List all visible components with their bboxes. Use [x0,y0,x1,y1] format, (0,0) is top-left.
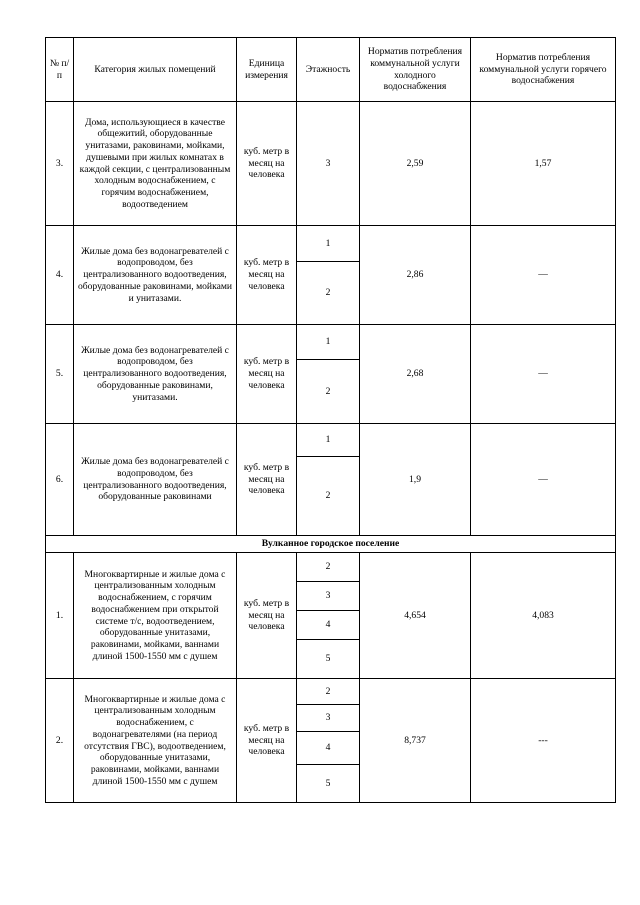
header-unit: Единица измерения [237,38,297,102]
row-num: 2. [46,679,74,803]
row-num: 6. [46,424,74,536]
row-floors: 2 [297,262,360,325]
row-num: 3. [46,102,74,226]
row-cold-norm: 1,9 [360,424,471,536]
row-hot-norm: 1,57 [471,102,616,226]
row-floors: 2 [297,679,360,705]
table-row [46,424,616,457]
row-category: Жилые дома без водонагревателей с водопроводом, без централизованного водоотведения, оборудованные раковинами, мойками и унитазами. [74,226,237,325]
row-category: Жилые дома без водонагревателей с водопроводом, без централизованного водоотведения, оборудованные раковинами [74,424,237,536]
row-unit: куб. метр в месяц на человека [237,102,297,226]
row-category: Многоквартирные и жилые дома с централизованным холодным водоснабжением, с горячим водоснабжением при открытой системе т/с, водоотведением, оборудованные унитазами, раковинами, мойками, ваннами длиной 1500-1550 мм с душем [74,553,237,679]
header-category: Категория жилых помещений [74,38,237,102]
table-row [46,102,616,226]
row-category: Многоквартирные и жилые дома с централизованным холодным водоснабжением, с водонагревателями (на период отсутствия ГВС), водоотведением, оборудованные унитазами, раковинами, мойками, ваннами длиной 1500-1550 мм с душем [74,679,237,803]
row-cold-norm: 4,654 [360,553,471,679]
section-title: Вулканное городское поселение [46,536,616,553]
row-cold-norm: 2,68 [360,325,471,424]
row-category: Жилые дома без водонагревателей с водопроводом, без централизованного водоотведения, оборудованные раковинами, унитазами. [74,325,237,424]
table-header-row [46,38,616,102]
row-hot-norm: — [471,226,616,325]
row-num: 4. [46,226,74,325]
row-floors: 4 [297,611,360,640]
row-floors: 2 [297,457,360,536]
row-cold-norm: 2,86 [360,226,471,325]
row-hot-norm: --- [471,679,616,803]
header-num: № п/п [46,38,74,102]
row-cold-norm: 2,59 [360,102,471,226]
row-floors: 2 [297,360,360,424]
row-unit: куб. метр в месяц на человека [237,325,297,424]
row-hot-norm: — [471,325,616,424]
table-row [46,226,616,262]
row-unit: куб. метр в месяц на человека [237,424,297,536]
row-unit: куб. метр в месяц на человека [237,679,297,803]
row-num: 5. [46,325,74,424]
row-floors: 3 [297,102,360,226]
row-floors: 1 [297,226,360,262]
table-row [46,679,616,705]
header-cold-norm: Норматив потребления коммунальной услуги холодного водоснабжения [360,38,471,102]
table-row [46,325,616,360]
row-cold-norm: 8,737 [360,679,471,803]
row-floors: 3 [297,582,360,611]
header-floors: Этажность [297,38,360,102]
row-floors: 5 [297,765,360,803]
header-hot-norm: Норматив потребления коммунальной услуги горячего водоснабжения [471,38,616,102]
row-floors: 1 [297,424,360,457]
row-floors: 5 [297,640,360,679]
row-floors: 2 [297,553,360,582]
row-floors: 4 [297,732,360,765]
row-num: 1. [46,553,74,679]
section-row [46,536,616,553]
row-hot-norm: 4,083 [471,553,616,679]
row-hot-norm: — [471,424,616,536]
row-unit: куб. метр в месяц на человека [237,553,297,679]
row-category: Дома, использующиеся в качестве общежитий, оборудованные унитазами, раковинами, мойками, душевыми при жилых комнатах в каждой секции, с централизованным холодным водоснабжением, с горячим водоснабжением, водоотведением [74,102,237,226]
row-floors: 3 [297,705,360,732]
consumption-norms-table [45,37,616,803]
table-row [46,553,616,582]
row-unit: куб. метр в месяц на человека [237,226,297,325]
row-floors: 1 [297,325,360,360]
